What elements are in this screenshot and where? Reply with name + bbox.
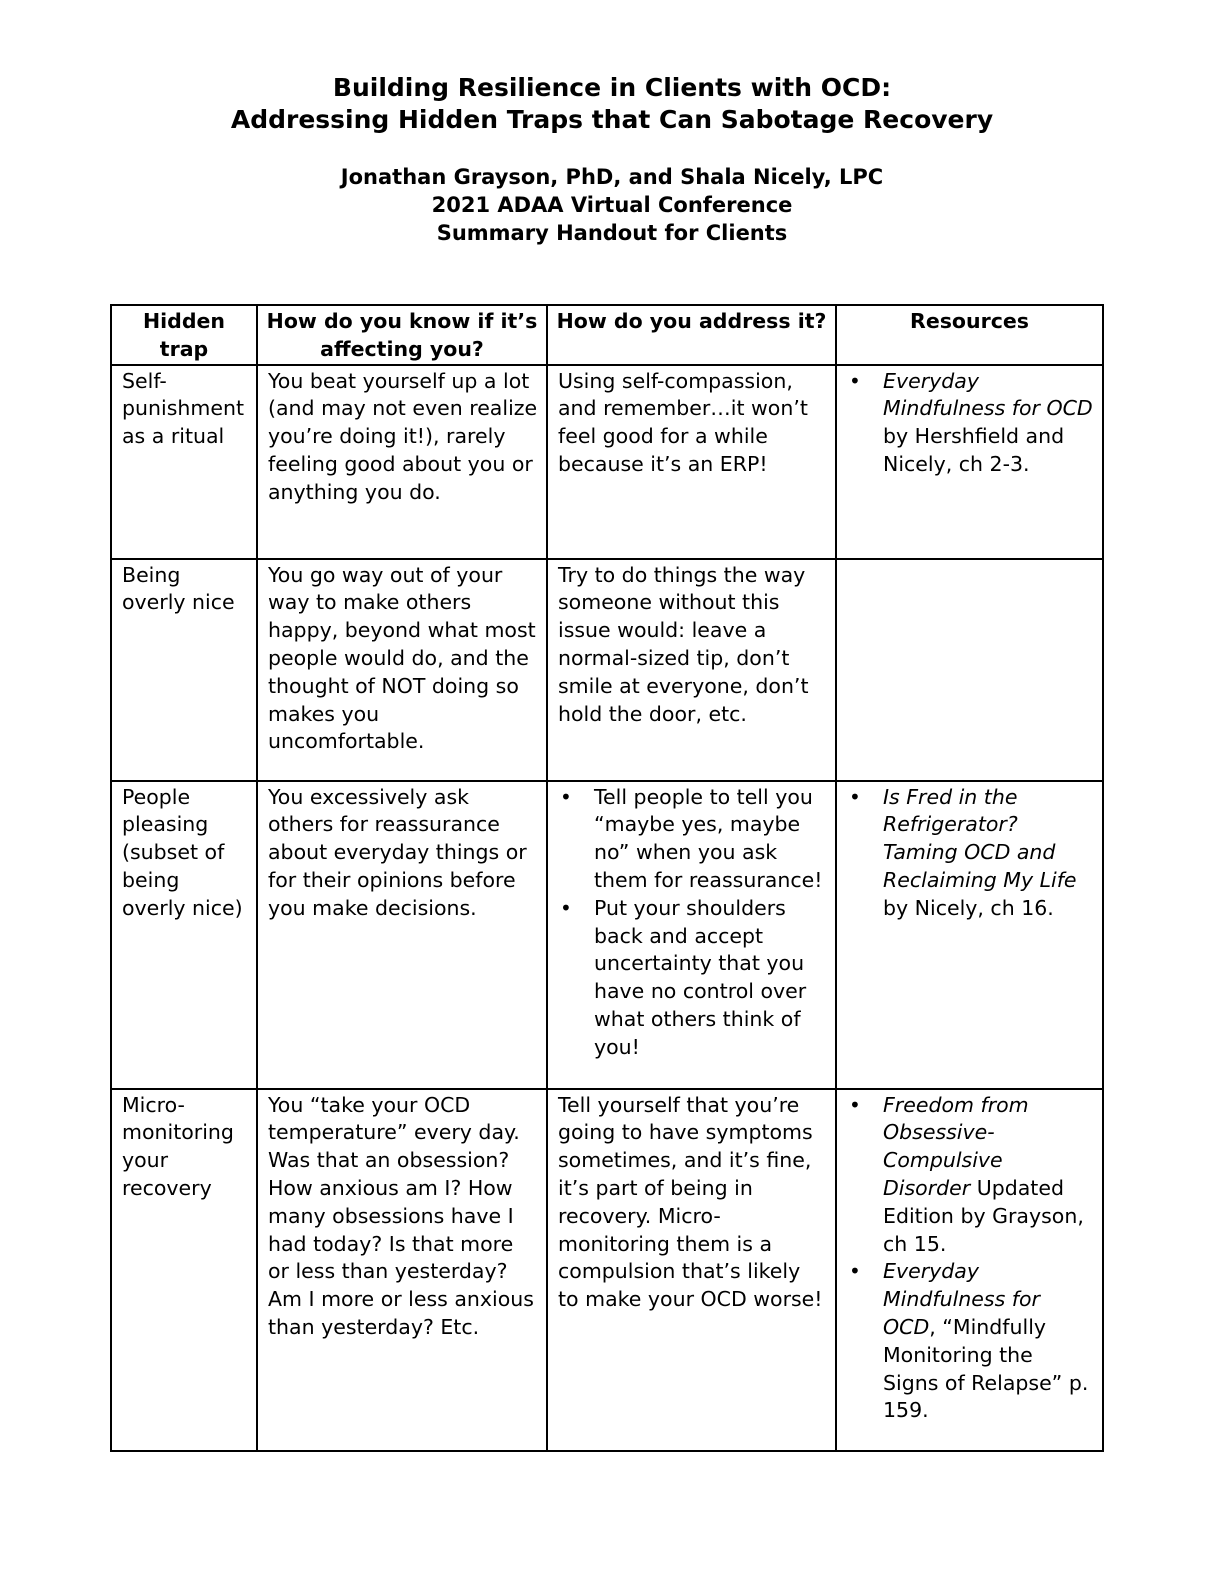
header-how-address: How do you address it?	[547, 305, 836, 365]
address-bullet-list	[558, 784, 827, 1062]
table-row	[111, 365, 1103, 559]
how-know-cell: You “take your OCD temperature” every day. Was that an obsession? How anxious am I? How many obsessions have I had today? Is that more or less than yesterday? Am I more or less anxious than yesterday? Etc.	[257, 1089, 547, 1451]
trap-name-cell: People pleasing (subset of being overly nice)	[111, 781, 257, 1089]
resource-item	[847, 1092, 1094, 1259]
table-body	[111, 365, 1103, 1451]
header-how-know: How do you know if it’s affecting you?	[257, 305, 547, 365]
title-block	[0, 72, 1224, 136]
address-bullet-item: • Put your shoulders back and accept uncertainty that you have no control over what others think of you!	[558, 895, 827, 1062]
resources-cell	[836, 365, 1103, 559]
resources-cell	[836, 559, 1103, 781]
authors-line: Jonathan Grayson, PhD, and Shala Nicely, LPC	[340, 165, 884, 189]
how-know-cell: You excessively ask others for reassurance about everyday things or for their opinions before you make decisions.	[257, 781, 547, 1089]
hidden-traps-table	[110, 304, 1104, 1452]
resource-details: by Nicely, ch 16.	[883, 895, 1054, 920]
resource-item	[847, 1258, 1094, 1425]
resources-bullet-list	[847, 784, 1094, 923]
resources-cell	[836, 1089, 1103, 1451]
resource-details: Updated Edition by Grayson, ch 15.	[883, 1175, 1084, 1256]
subtitle-block	[0, 163, 1224, 247]
how-address-cell	[547, 781, 836, 1089]
resource-item	[847, 784, 1094, 923]
title-line-1: Building Resilience in Clients with OCD:	[332, 73, 892, 102]
how-address-cell: Try to do things the way someone without this issue would: leave a normal-sized tip, don’t smile at everyone, don’t hold the door, etc.	[547, 559, 836, 781]
handout-label-line: Summary Handout for Clients	[436, 221, 788, 245]
resource-item	[847, 368, 1094, 479]
resource-book-title: Everyday Mindfulness for OCD	[883, 1259, 1040, 1339]
address-bullet-item: • Tell people to tell you “maybe yes, maybe no” when you ask them for reassurance!	[558, 784, 827, 895]
how-know-cell: You beat yourself up a lot (and may not even realize you’re doing it!), rarely feeling good about you or anything you do.	[257, 365, 547, 559]
trap-name-cell: Being overly nice	[111, 559, 257, 781]
table-row	[111, 781, 1103, 1089]
resource-details: , “Mindfully Monitoring the Signs of Relapse” p. 159.	[883, 1314, 1089, 1423]
resources-bullet-list	[847, 1092, 1094, 1426]
table-row	[111, 1089, 1103, 1451]
resource-book-title: Is Fred in the Refrigerator? Taming OCD and Reclaiming My Life	[883, 784, 1077, 892]
resource-book-title: Freedom from Obsessive-Compulsive Disorder	[883, 1092, 1029, 1200]
trap-name-cell: Micro-monitoring your recovery	[111, 1089, 257, 1451]
title-line-2: Addressing Hidden Traps that Can Sabotage Recovery	[230, 105, 994, 134]
resources-cell	[836, 781, 1103, 1089]
resources-bullet-list	[847, 368, 1094, 479]
table-row	[111, 559, 1103, 781]
conference-line: 2021 ADAA Virtual Conference	[431, 193, 793, 217]
resource-book-title: Everyday Mindfulness for OCD	[883, 368, 1093, 421]
trap-name-cell: Self-punishment as a ritual	[111, 365, 257, 559]
header-resources: Resources	[836, 305, 1103, 365]
how-know-cell: You go way out of your way to make others happy, beyond what most people would do, and the thought of NOT doing so makes you uncomfortable.	[257, 559, 547, 781]
how-address-cell: Tell yourself that you’re going to have symptoms sometimes, and it’s fine, it’s part of being in recovery. Micro-monitoring them is a compulsion that’s likely to make your OCD worse!	[547, 1089, 836, 1451]
resource-details: by Hershfield and Nicely, ch 2-3.	[883, 424, 1065, 476]
table-header-row	[111, 305, 1103, 365]
header-hidden-trap: Hidden trap	[111, 305, 257, 365]
how-address-cell: Using self-compassion, and remember…it won’t feel good for a while because it’s an ERP!	[547, 365, 836, 559]
